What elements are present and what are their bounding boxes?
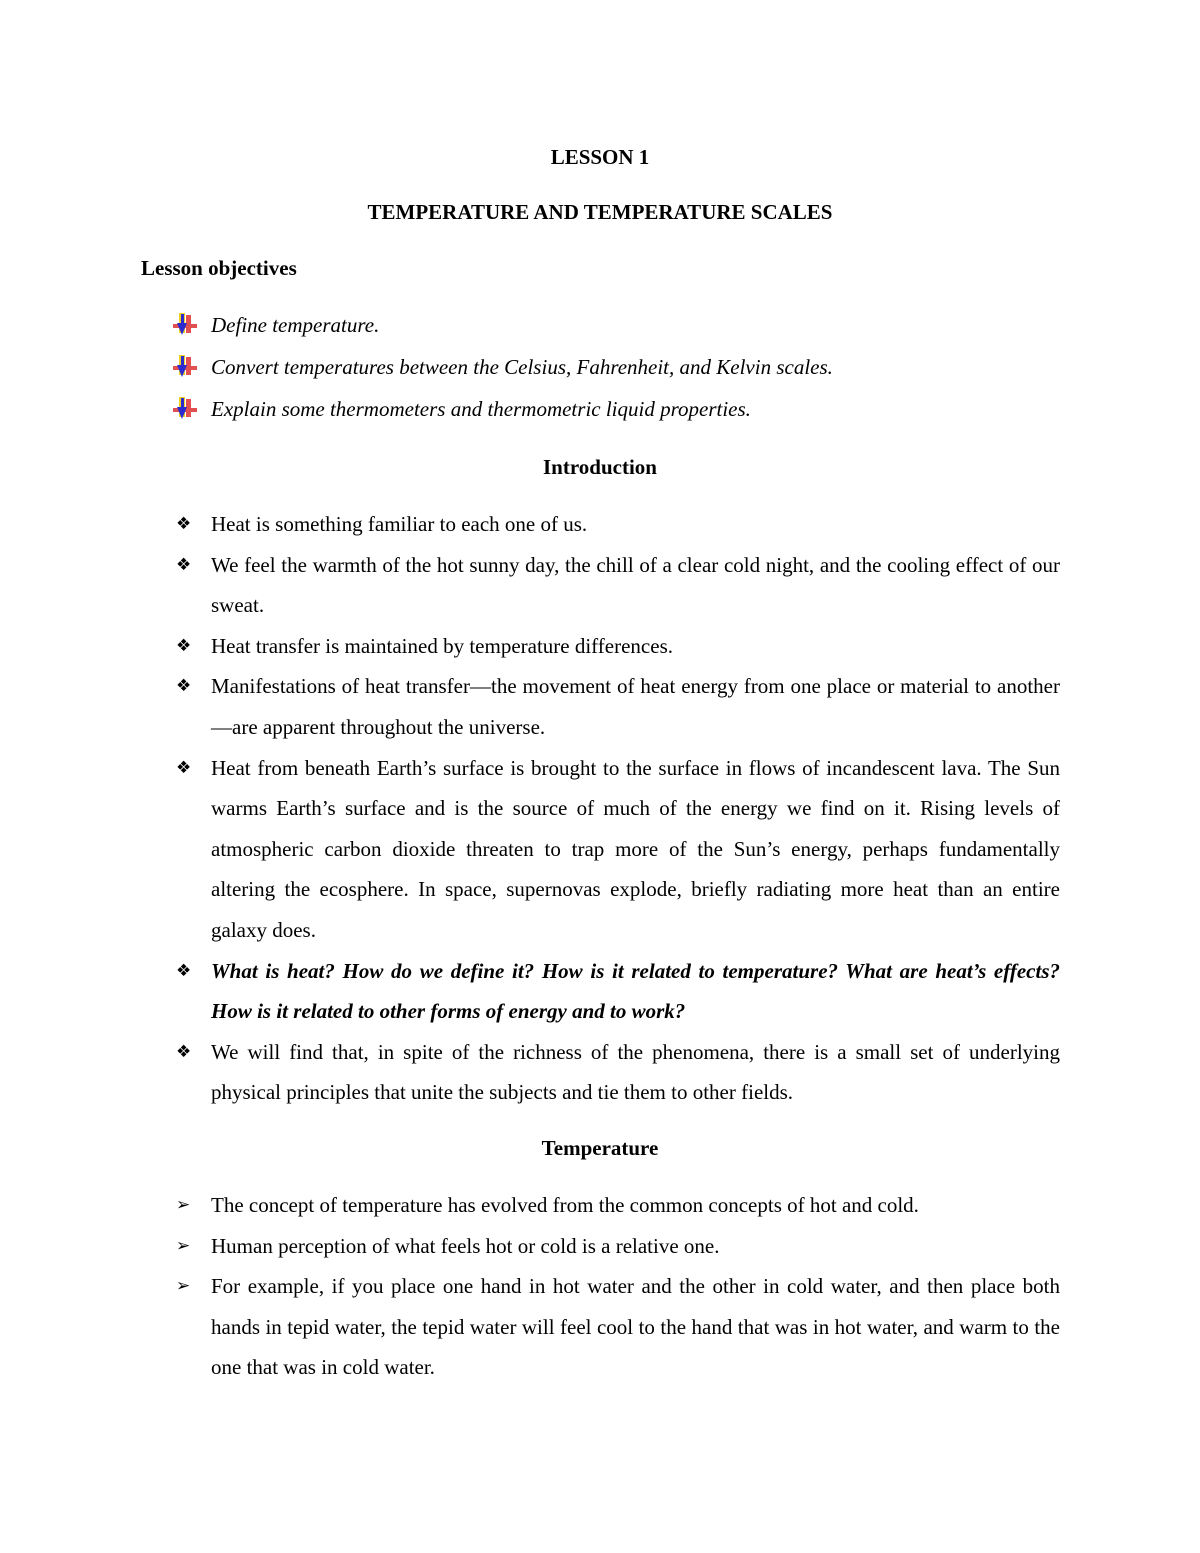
temperature-heading: Temperature: [541, 1136, 659, 1160]
diamond-bullet-icon: ❖: [176, 635, 192, 656]
diamond-bullet-icon: ❖: [176, 1041, 192, 1062]
list-item: ❖ We feel the warmth of the hot sunny day, the chill of a clear cold night, and the cooling effect of our sweat.: [176, 545, 1060, 626]
list-item-questions: ❖ What is heat? How do we define it? How is it related to temperature? What are heat’s effects? How is it related to other forms of energy and to work?: [176, 951, 1060, 1032]
arrowhead-bullet-icon: ➢: [176, 1235, 191, 1256]
objective-text: Explain some thermometers and thermometric liquid properties.: [211, 397, 751, 421]
introduction-list: [176, 504, 1060, 1113]
arrowhead-bullet-icon: ➢: [176, 1195, 191, 1215]
diamond-bullet-icon: ❖: [176, 757, 192, 778]
objective-item: [172, 394, 1072, 436]
plus-arrow-icon: [172, 312, 198, 336]
diamond-bullet-icon: ❖: [176, 554, 192, 575]
objectives-heading: Lesson objectives: [141, 256, 297, 280]
objectives-list: [172, 310, 1072, 436]
objective-text: Define temperature.: [211, 313, 380, 337]
diamond-bullet-icon: ❖: [176, 514, 192, 534]
list-item: ❖ Manifestations of heat transfer—the movement of heat energy from one place or material to another—are apparent throughout the universe.: [176, 666, 1060, 747]
plus-arrow-icon: [172, 354, 198, 378]
list-item: ➢ The concept of temperature has evolved from the common concepts of hot and cold.: [176, 1185, 1060, 1226]
objective-item: [172, 352, 1072, 394]
lesson-title-heading: TEMPERATURE AND TEMPERATURE SCALES: [367, 200, 833, 224]
objective-item: [172, 310, 1072, 352]
list-item: ➢ Human perception of what feels hot or cold is a relative one.: [176, 1226, 1060, 1267]
objective-text: Convert temperatures between the Celsius, Fahrenheit, and Kelvin scales.: [211, 355, 833, 379]
list-item: ❖ Heat from beneath Earth’s surface is brought to the surface in flows of incandescent lava. The Sun warms Earth’s surface and is the source of much of the energy we find on it. Rising levels of atmospheric carbon dioxide threaten to trap more of the Sun’s energy, perhaps fundamentally altering the ecosphere. In space, supernovas explode, briefly radiating more heat than an entire galaxy does.: [176, 748, 1060, 951]
list-item: ❖ Heat transfer is maintained by temperature differences.: [176, 626, 1060, 667]
list-item: ❖ Heat is something familiar to each one of us.: [176, 504, 1060, 545]
arrowhead-bullet-icon: ➢: [176, 1276, 191, 1297]
introduction-heading: Introduction: [543, 455, 657, 479]
plus-arrow-icon: [172, 396, 198, 420]
diamond-bullet-icon: ❖: [176, 676, 192, 697]
lesson-number-heading: LESSON 1: [550, 145, 650, 169]
list-item: ❖ We will find that, in spite of the richness of the phenomena, there is a small set of underlying physical principles that unite the subjects and tie them to other fields.: [176, 1032, 1060, 1113]
temperature-list: [176, 1185, 1060, 1388]
list-item: ➢ For example, if you place one hand in hot water and the other in cold water, and then place both hands in tepid water, the tepid water will feel cool to the hand that was in hot water, and warm to the one that was in cold water.: [176, 1266, 1060, 1388]
diamond-bullet-icon: ❖: [176, 960, 192, 981]
